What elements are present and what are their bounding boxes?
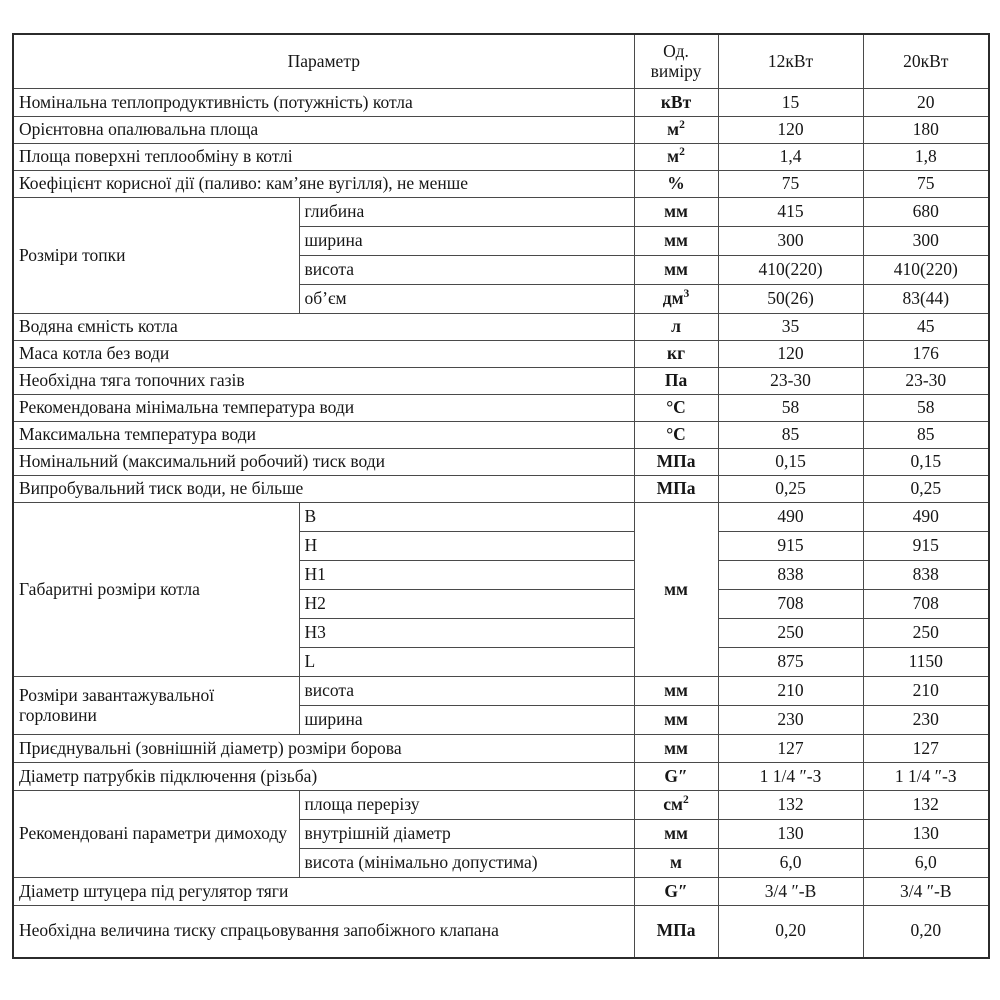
row-value-12kw: 1 1/4 ″-З [718,763,863,791]
group-label-loading-throat: Розміри завантажувальної горловини [13,677,299,735]
row-value-20kw: 250 [863,619,989,648]
header-unit [634,34,718,89]
row-unit: мм [634,706,718,735]
boiler-specification-table [12,33,990,959]
row-unit: мм [634,677,718,706]
row-value-20kw: 410(220) [863,256,989,285]
row-value-12kw: 875 [718,648,863,677]
row-value-12kw: 300 [718,227,863,256]
row-value-20kw: 838 [863,561,989,590]
group-label-firebox: Розміри топки [13,198,299,314]
table-header-row [13,34,989,89]
header-unit-line2: виміру [650,60,702,81]
row-value-12kw: 85 [718,422,863,449]
table-row [13,735,989,763]
row-value-12kw: 50(26) [718,285,863,314]
row-value-20kw: 20 [863,89,989,117]
table-row [13,368,989,395]
row-value-12kw: 708 [718,590,863,619]
row-unit: кВт [634,89,718,117]
table-row [13,395,989,422]
row-subparam: висота [299,256,634,285]
row-param: Коефіцієнт корисної дії (паливо: кам’яне вугілля), не менше [13,171,634,198]
table-row [13,422,989,449]
row-unit: $м^2$ [634,117,718,144]
row-param: Випробувальний тиск води, не більше [13,476,634,503]
unit-exponent: 2 [679,146,685,159]
row-value-12kw: 210 [718,677,863,706]
row-value-20kw: 132 [863,791,989,820]
row-value-20kw: 45 [863,314,989,341]
row-value-12kw: 230 [718,706,863,735]
row-value-20kw: 0,15 [863,449,989,476]
row-unit: кг [634,341,718,368]
row-value-12kw: 120 [718,341,863,368]
row-unit: G″ [634,763,718,791]
group-label-overall-dimensions: Габаритні розміри котла [13,503,299,677]
row-param: Необхідна величина тиску спрацьовування запобіжного клапана [13,906,634,958]
table-row [13,878,989,906]
table-row [13,117,989,144]
header-unit-line1: Од. [663,40,689,61]
row-subparam: внутрішній діаметр [299,820,634,849]
table-row [13,677,989,706]
row-param: Маса котла без води [13,341,634,368]
row-value-12kw: 127 [718,735,863,763]
row-param: Необхідна тяга топочних газів [13,368,634,395]
row-value-20kw: 300 [863,227,989,256]
row-value-12kw: 838 [718,561,863,590]
row-unit: МПа [634,449,718,476]
row-param: Максимальна температура води [13,422,634,449]
row-value-12kw: 120 [718,117,863,144]
row-unit: °С [634,395,718,422]
row-param: Діаметр патрубків підключення (різьба) [13,763,634,791]
header-model-20kw: 20кВт [863,34,989,89]
row-value-12kw: 23-30 [718,368,863,395]
row-value-12kw: 0,15 [718,449,863,476]
table-row [13,171,989,198]
row-unit: $дм^3$ [634,285,718,314]
row-subparam: ширина [299,706,634,735]
table-row [13,476,989,503]
row-subparam: об’єм [299,285,634,314]
row-unit: $м^2$ [634,144,718,171]
row-subparam: площа перерізу [299,791,634,820]
row-subparam: Н1 [299,561,634,590]
row-param: Діаметр штуцера під регулятор тяги [13,878,634,906]
row-value-12kw: 1,4 [718,144,863,171]
table-row [13,341,989,368]
row-param: Рекомендована мінімальна температура води [13,395,634,422]
row-value-20kw: 708 [863,590,989,619]
row-value-20kw: 58 [863,395,989,422]
row-param: Орієнтовна опалювальна площа [13,117,634,144]
row-value-12kw: 58 [718,395,863,422]
unit-exponent: 2 [679,119,685,132]
row-value-20kw: 83(44) [863,285,989,314]
row-unit: G″ [634,878,718,906]
row-value-20kw: 6,0 [863,849,989,878]
row-subparam: Н3 [299,619,634,648]
row-value-20kw: 1150 [863,648,989,677]
header-parameter: Параметр [13,34,634,89]
row-unit: мм [634,735,718,763]
table-row [13,144,989,171]
row-value-20kw: 0,20 [863,906,989,958]
row-param: Водяна ємність котла [13,314,634,341]
table-row [13,906,989,958]
row-value-20kw: 127 [863,735,989,763]
group-label-chimney: Рекомендовані параметри димоходу [13,791,299,878]
row-value-12kw: 132 [718,791,863,820]
row-value-20kw: 176 [863,341,989,368]
row-subparam: Н [299,532,634,561]
row-value-20kw: 680 [863,198,989,227]
row-value-20kw: 210 [863,677,989,706]
table-row [13,503,989,532]
row-value-12kw: 3/4 ″-В [718,878,863,906]
row-value-20kw: 490 [863,503,989,532]
row-subparam: Н2 [299,590,634,619]
row-value-20kw: 915 [863,532,989,561]
row-value-20kw: 1,8 [863,144,989,171]
table-row [13,89,989,117]
row-value-12kw: 6,0 [718,849,863,878]
table-row [13,198,989,227]
row-param: Номінальна теплопродуктивність (потужність) котла [13,89,634,117]
row-unit: мм [634,227,718,256]
row-unit: м [634,849,718,878]
row-value-20kw: 1 1/4 ″-З [863,763,989,791]
row-value-12kw: 75 [718,171,863,198]
clipped-header-text [48,22,548,31]
row-value-20kw: 0,25 [863,476,989,503]
row-unit: $см^2$ [634,791,718,820]
table-row [13,763,989,791]
row-value-12kw: 250 [718,619,863,648]
row-value-12kw: 415 [718,198,863,227]
row-subparam: глибина [299,198,634,227]
row-value-20kw: 180 [863,117,989,144]
row-value-12kw: 0,20 [718,906,863,958]
row-subparam: висота (мінімально допустима) [299,849,634,878]
header-model-12kw: 12кВт [718,34,863,89]
row-subparam: ширина [299,227,634,256]
row-unit: °С [634,422,718,449]
table-row [13,314,989,341]
table-row [13,791,989,820]
row-value-20kw: 75 [863,171,989,198]
row-value-12kw: 15 [718,89,863,117]
row-param: Номінальний (максимальний робочий) тиск води [13,449,634,476]
row-value-20kw: 3/4 ″-В [863,878,989,906]
group-unit-mm: мм [634,503,718,677]
row-unit: % [634,171,718,198]
row-subparam: висота [299,677,634,706]
row-value-12kw: 915 [718,532,863,561]
row-value-20kw: 85 [863,422,989,449]
row-value-12kw: 410(220) [718,256,863,285]
row-value-12kw: 0,25 [718,476,863,503]
row-unit: мм [634,198,718,227]
row-value-12kw: 490 [718,503,863,532]
row-param: Площа поверхні теплообміну в котлі [13,144,634,171]
row-value-20kw: 130 [863,820,989,849]
row-unit: л [634,314,718,341]
unit-exponent: 2 [682,794,689,807]
row-subparam: L [299,648,634,677]
row-value-20kw: 230 [863,706,989,735]
row-param: Приєднувальні (зовнішній діаметр) розміри борова [13,735,634,763]
row-unit: МПа [634,906,718,958]
row-value-12kw: 130 [718,820,863,849]
row-value-12kw: 35 [718,314,863,341]
row-value-20kw: 23-30 [863,368,989,395]
row-unit: мм [634,820,718,849]
table-row [13,449,989,476]
row-unit: мм [634,256,718,285]
unit-exponent: 3 [683,288,690,301]
row-subparam: В [299,503,634,532]
row-unit: МПа [634,476,718,503]
row-unit: Па [634,368,718,395]
